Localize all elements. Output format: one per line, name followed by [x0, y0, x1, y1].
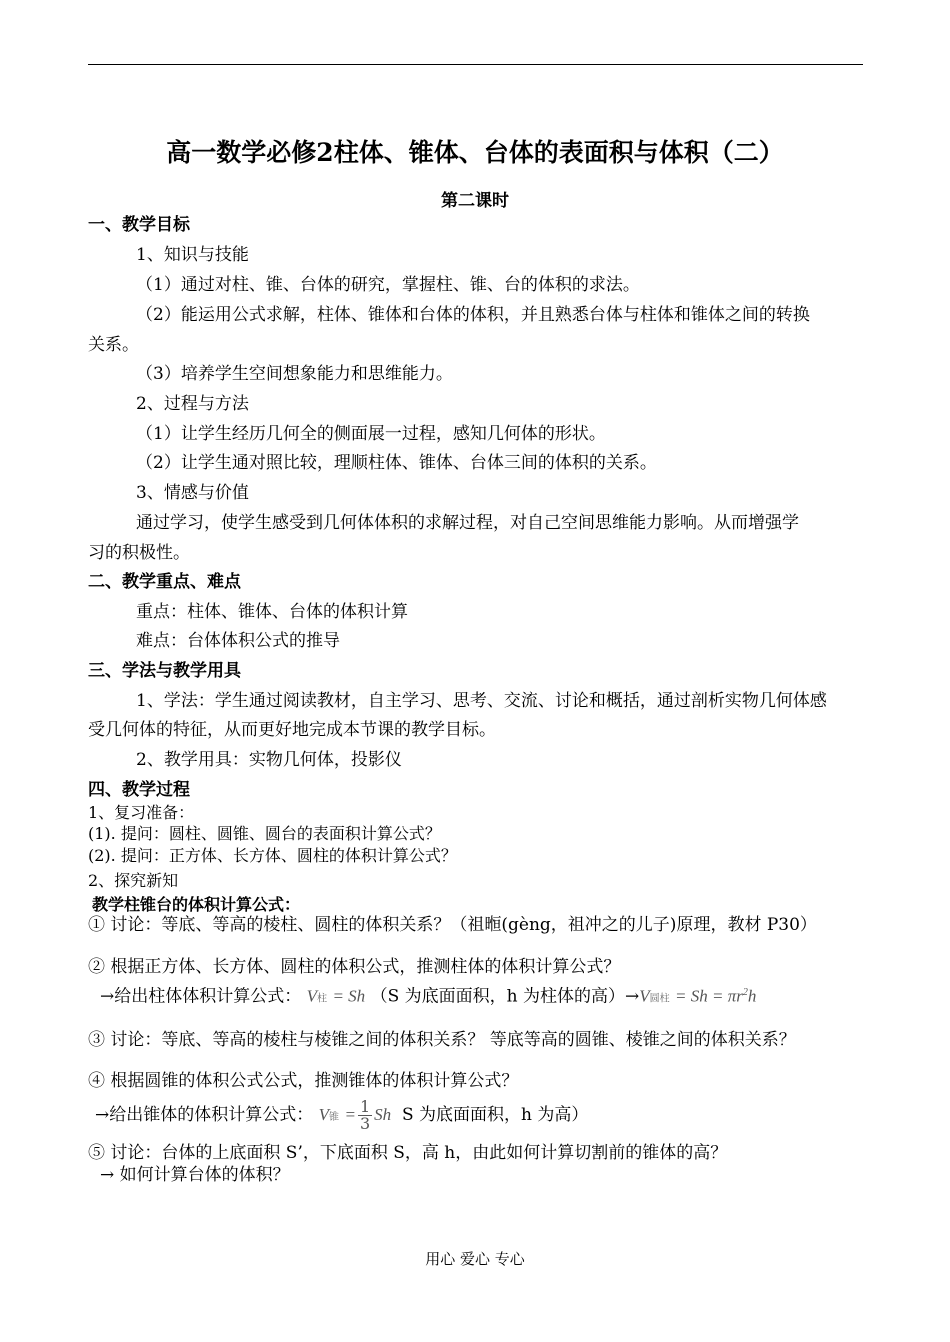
prism-formula-note: （S 为底面面积，h 为柱体的高）→ — [370, 986, 640, 1007]
discussion-3: ③ 讨论：等底、等高的棱柱与棱锥之间的体积关系？ 等底等高的圆锥、棱锥之间的体积关系？ — [88, 1030, 796, 1050]
prism-volume-symbol: V — [306, 986, 318, 1006]
lesson-subtitle: 第二课时 — [441, 191, 509, 211]
process-item-1: （1）让学生经历几何全的侧面展一过程，感知几何体的形状。 — [136, 424, 606, 444]
cone-equals: = — [344, 1105, 356, 1124]
header-rule — [88, 64, 863, 65]
method-text-line1: 1、学法：学生通过阅读教材，自主学习、思考、交流、讨论和概括，通过剖析实物几何体感 — [136, 691, 827, 711]
objective-process-heading: 2、过程与方法 — [136, 394, 249, 414]
objective-item-3: （3）培养学生空间想象能力和思维能力。 — [136, 364, 453, 384]
cylinder-formula-h: h — [747, 986, 757, 1006]
cone-formula-note: S 为底面面积，h 为高） — [401, 1105, 589, 1125]
formula-section-heading: 教学柱锥台的体积计算公式： — [92, 895, 301, 914]
frustum-volume-question: → 如何计算台体的体积？ — [100, 1165, 290, 1185]
cone-formula-lead: →给出锥体的体积计算公式： — [95, 1105, 314, 1125]
objective-values-heading: 3、情感与价值 — [136, 483, 249, 503]
one-third-fraction — [358, 1099, 372, 1132]
objective-item-1: （1）通过对柱、锥、台体的研究，掌握柱、锥、台的体积的求法。 — [136, 275, 640, 295]
discussion-1: ① 讨论：等底、等高的棱柱、圆柱的体积关系？（祖暅(gèng，祖冲之的儿子)原理，教材 P30） — [88, 915, 817, 935]
fraction-denominator: 3 — [359, 1114, 371, 1133]
difficult-point: 难点：台体体积公式的推导 — [136, 631, 340, 651]
method-text-line2: 受几何体的特征，从而更好地完成本节课的教学目标。 — [88, 720, 496, 740]
section-heading-methods: 三、学法与教学用具 — [88, 661, 241, 681]
prism-formula-rhs: = Sh — [332, 986, 366, 1006]
objective-knowledge-heading: 1、知识与技能 — [136, 245, 249, 265]
cylinder-formula-rhs: = Sh = πr — [675, 986, 743, 1006]
process-item-2: （2）让学生通对照比较，理顺柱体、锥体、台体三间的体积的关系。 — [136, 453, 657, 473]
teaching-tools: 2、教学用具：实物几何体，投影仪 — [136, 750, 402, 770]
cone-volume-symbol: V — [318, 1105, 330, 1124]
cylinder-exponent: 2 — [742, 987, 748, 998]
fraction-numerator: 1 — [359, 1097, 371, 1116]
prism-formula-line — [100, 982, 756, 1011]
cylinder-volume-symbol: V — [639, 986, 650, 1006]
section-heading-objectives: 一、教学目标 — [88, 215, 190, 235]
cone-formula-line — [95, 1095, 588, 1138]
cone-subscript: 锥 — [329, 1112, 340, 1123]
section-heading-key-points: 二、教学重点、难点 — [88, 572, 241, 592]
review-question-2: (2). 提问：正方体、长方体、圆柱的体积计算公式？ — [88, 846, 457, 865]
page-footer: 用心 爱心 专心 — [425, 1250, 525, 1268]
page-title: 高一数学必修2柱体、锥体、台体的表面积与体积（二） — [166, 138, 784, 167]
values-text-line2: 习的积极性。 — [88, 543, 190, 563]
values-text-line1: 通过学习，使学生感受到几何体体积的求解过程，对自己空间思维能力影响。从而增强学 — [136, 513, 799, 533]
discussion-4: ④ 根据圆锥的体积公式公式，推测锥体的体积计算公式？ — [88, 1071, 519, 1091]
objective-item-2-line2: 关系。 — [88, 335, 139, 355]
review-question-1: (1). 提问：圆柱、圆锥、圆台的表面积计算公式？ — [88, 824, 441, 843]
prism-formula-lead: →给出柱体体积计算公式： — [100, 986, 302, 1007]
review-heading: 1、复习准备： — [88, 803, 195, 822]
section-heading-process: 四、教学过程 — [88, 780, 190, 800]
prism-subscript: 柱 — [317, 993, 328, 1005]
discussion-2: ② 根据正方体、长方体、圆柱的体积公式，推测柱体的体积计算公式？ — [88, 957, 621, 977]
key-point: 重点：柱体、锥体、台体的体积计算 — [136, 602, 408, 622]
cylinder-subscript: 圆柱 — [649, 993, 670, 1005]
discussion-5: ⑤ 讨论：台体的上底面积 S’，下底面积 S，高 h，由此如何计算切割前的锥体的高？ — [88, 1143, 728, 1163]
explore-heading: 2、探究新知 — [88, 871, 179, 890]
objective-item-2-line1: （2）能运用公式求解，柱体、锥体和台体的体积，并且熟悉台体与柱体和锥体之间的转换 — [136, 305, 810, 325]
cone-formula-sh: Sh — [374, 1105, 392, 1124]
